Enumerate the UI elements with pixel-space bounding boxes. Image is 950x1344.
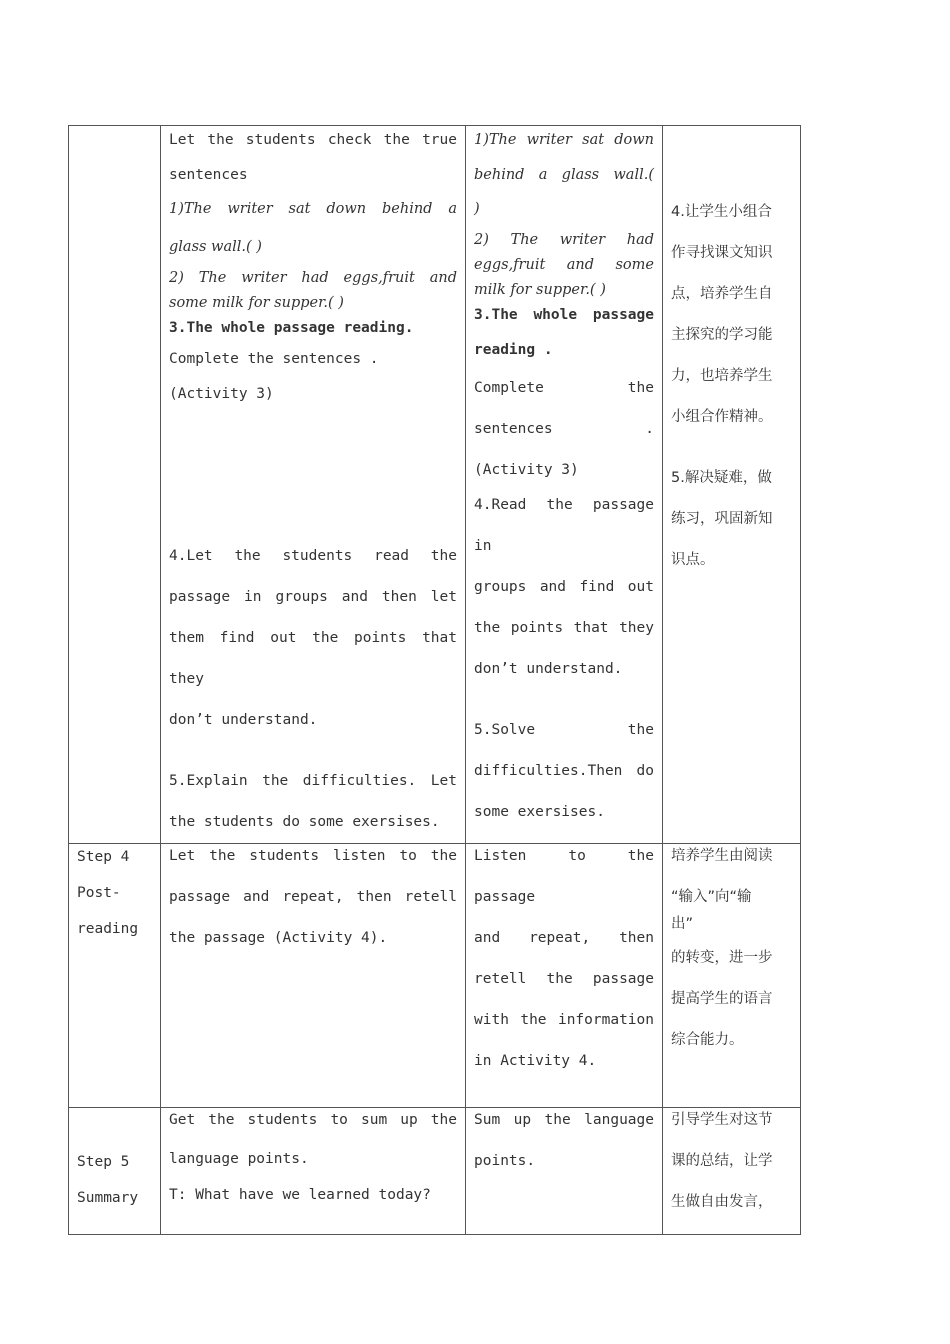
text-line: 3.The whole passage reading. <box>169 320 414 336</box>
text-line: 2) The writer had eggs,fruit and <box>169 270 457 286</box>
text-line: 练习，巩固新知 <box>671 511 773 527</box>
text-line: 5.Explain the difficulties. Let <box>169 773 457 789</box>
text-line: don’t understand. <box>474 661 623 677</box>
teacher-activity-cell <box>161 126 466 844</box>
text-line: Complete the sentences . <box>169 351 379 367</box>
text-line: Step 4 <box>77 849 130 865</box>
text-line: some exersises. <box>474 804 605 820</box>
text-line: Let the students listen to the <box>169 848 457 864</box>
table-row <box>69 844 801 1108</box>
text-line: Let the students check the true <box>169 132 457 148</box>
text-line: “输入”向“输 <box>671 889 752 905</box>
text-line: (Activity 3) <box>474 462 579 478</box>
text-line: reading <box>77 921 139 937</box>
text-line: Listen to the passage <box>474 848 654 905</box>
text-line: 出” <box>671 916 694 932</box>
text-line: 作寻找课文知识 <box>671 245 773 261</box>
text-line: 4.让学生小组合 <box>671 204 772 220</box>
text-line: reading . <box>474 342 553 358</box>
text-line: Post- <box>77 885 121 901</box>
text-line: 课的总结，让学 <box>671 1153 773 1169</box>
text-line: the passage (Activity 4). <box>169 930 388 946</box>
text-line: the points that they <box>474 620 654 636</box>
teacher-activity-cell <box>161 844 466 1108</box>
text-line: 的转变，进一步 <box>671 950 773 966</box>
purpose-cell <box>663 1108 801 1235</box>
text-line: retell the passage <box>474 971 654 987</box>
text-line: 点，培养学生自 <box>671 286 773 302</box>
student-activity-cell <box>466 126 663 844</box>
text-line: 1)The writer sat down <box>474 132 654 148</box>
step-cell <box>69 1108 161 1235</box>
text-line: 培养学生由阅读 <box>671 848 773 864</box>
text-line: 5.解决疑难，做 <box>671 470 772 486</box>
table-row <box>69 126 801 844</box>
text-line: 1)The writer sat down behind a <box>169 201 457 217</box>
teacher-activity-cell <box>161 1108 466 1235</box>
text-line: Step 5 <box>77 1154 130 1170</box>
text-line: 3.The whole passage <box>474 307 654 323</box>
text-line: behind a glass wall.( <box>474 167 654 183</box>
text-line: ) <box>474 201 480 217</box>
student-activity-cell <box>466 844 663 1108</box>
text-line: sentences . <box>474 421 654 437</box>
text-line: 提高学生的语言 <box>671 991 773 1007</box>
text-line: Get the students to sum up the <box>169 1112 457 1128</box>
student-activity-cell <box>466 1108 663 1235</box>
spacer <box>169 741 457 761</box>
text-line: 引导学生对这节 <box>671 1112 773 1128</box>
spacer <box>169 411 457 536</box>
text-line: in Activity 4. <box>474 1053 597 1069</box>
text-line: 生做自由发言， <box>671 1194 773 1210</box>
text-line: (Activity 3) <box>169 386 274 402</box>
text-line: difficulties.Then do <box>474 763 654 779</box>
text-line: milk for supper.( ) <box>474 282 606 298</box>
text-line: passage and repeat, then retell <box>169 889 457 905</box>
purpose-cell <box>663 126 801 844</box>
step-cell <box>69 844 161 1108</box>
table-row <box>69 1108 801 1235</box>
text-line: 4.Read the passage in <box>474 497 654 554</box>
text-line: the students do some exersises. <box>169 814 440 830</box>
text-line: groups and find out <box>474 579 654 595</box>
text-line: 主探究的学习能 <box>671 327 773 343</box>
text-line: points. <box>474 1153 536 1169</box>
text-line: with the information <box>474 1012 654 1028</box>
spacer <box>671 126 792 192</box>
text-line: 4.Let the students read the <box>169 548 457 564</box>
text-line: 综合能力。 <box>671 1032 744 1048</box>
text-line: language points. <box>169 1151 309 1167</box>
text-line: and repeat, then <box>474 930 654 946</box>
text-line: eggs,fruit and some <box>474 257 654 273</box>
text-line: Summary <box>77 1190 139 1206</box>
text-line: T: What have we learned today? <box>169 1187 431 1203</box>
text-line: Complete the <box>474 380 654 396</box>
text-line: Sum up the language <box>474 1112 654 1128</box>
step-cell <box>69 126 161 844</box>
text-line: glass wall.( ) <box>169 239 262 255</box>
text-line: 5.Solve the <box>474 722 654 738</box>
text-line: 识点。 <box>671 552 715 568</box>
text-line: them find out the points that they <box>169 630 457 687</box>
text-line: some milk for supper.( ) <box>169 295 344 311</box>
text-line: don’t understand. <box>169 712 318 728</box>
purpose-cell <box>663 844 801 1108</box>
text-line: 小组合作精神。 <box>671 409 773 425</box>
text-line: 力，也培养学生 <box>671 368 773 384</box>
spacer <box>474 690 654 710</box>
lesson-plan-table <box>68 125 801 1235</box>
text-line: 2) The writer had <box>474 232 654 248</box>
spacer <box>671 438 792 458</box>
text-line: passage in groups and then let <box>169 589 457 605</box>
text-line: sentences <box>169 167 248 183</box>
